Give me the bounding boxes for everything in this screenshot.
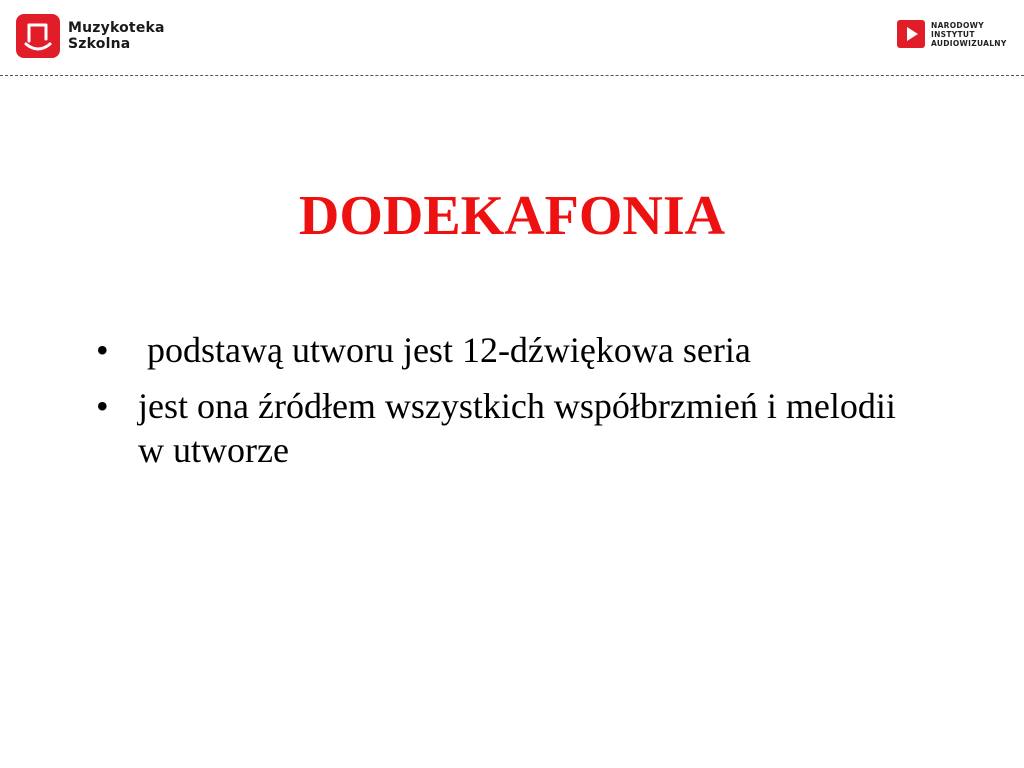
header [0, 0, 1024, 76]
bullet-item [96, 384, 916, 472]
music-note-smile-icon [16, 14, 60, 58]
nina-line1: NARODOWY [931, 20, 984, 30]
nina-line2: INSTYTUT [931, 29, 975, 39]
bullet-dot: • [96, 330, 109, 370]
bullet-dot: • [96, 386, 109, 426]
nina-wordmark [931, 21, 1007, 48]
header-divider [0, 75, 1024, 76]
play-icon [897, 20, 925, 48]
bullet-item [96, 328, 916, 372]
bullet-list [96, 328, 916, 484]
muzykoteka-logo[interactable] [16, 14, 165, 58]
bullet-text: podstawą utworu jest 12-dźwiękowa seria [138, 330, 751, 370]
muzykoteka-wordmark [68, 20, 165, 52]
bullet-text: jest ona źródłem wszystkich współbrzmień i melodii w utworze [138, 386, 896, 470]
nina-logo[interactable] [897, 20, 1007, 48]
muzykoteka-line2: Szkolna [68, 36, 131, 52]
slide-title: DODEKAFONIA [298, 185, 726, 247]
nina-line3: AUDIOWIZUALNY [931, 38, 1007, 48]
muzykoteka-line1: Muzykoteka [68, 20, 165, 36]
